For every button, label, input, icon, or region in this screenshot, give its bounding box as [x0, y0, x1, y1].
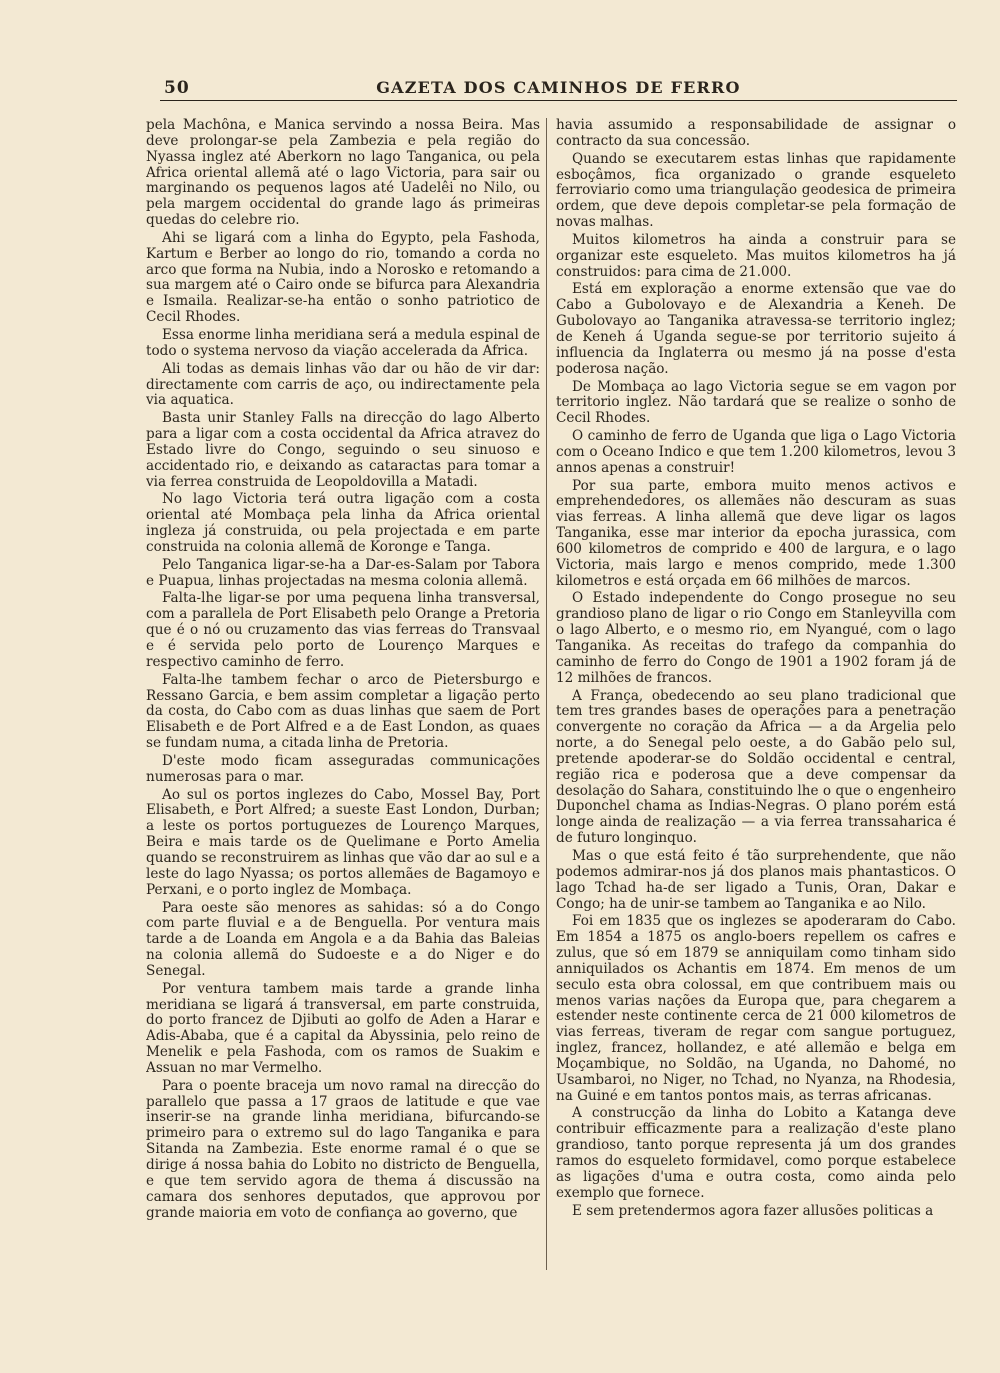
paragraph: Mas o que está feito é tão surprehendente, que não podemos admirar-nos já dos planos mais phantasticos. O lago Tchad ha-de ser ligado a Tunis, Oran, Dakar e Congo; ha de unir-se tambem ao Tanganika e ao Nilo.: [556, 847, 956, 912]
paragraph: Foi em 1835 que os inglezes se apoderaram do Cabo. Em 1854 a 1875 os anglo-boers repellem os cafres e zulus, que só em 1879 se anniquilam como tinham sido anniquilados os Achantis em 1874. Em menos de um seculo esta obra colossal, em que contribuem mais ou menos varias nações da Europa que, para chegarem a estender neste continente cerca de 21 000 kilometros de vias ferreas, tiveram de regar com sangue portuguez, inglez, francez, hollandez, e até allemão e belga em Moçambique, no Soldão, na Uganda, no Dahomé, no Usambaroi, no Niger, no Tchad, no Nyanza, na Rhodesia, na Guiné e em tantos pontos mais, as terras africanas.: [556, 913, 956, 1104]
paragraph: Quando se executarem estas linhas que rapidamente esboçâmos, fica organizado o grande esqueleto ferroviario como uma triangulação geodesica de primeira ordem, que deve depois completar-se pela formação de novas malhas.: [556, 150, 956, 231]
paragraph: havia assumido a responsabilidade de assignar o contracto da sua concessão.: [556, 118, 956, 149]
paragraph: E sem pretendermos agora fazer allusões politicas a: [572, 1202, 934, 1219]
paragraph: Por ventura tambem mais tarde a grande linha meridiana se ligará á transversal, em parte construida, do porto francez de Djibuti ao golfo de Aden a Harar e Adis-Ababa, que é a capital da Abyssinia, pelo reino de Menelik e pela Fashoda, com os ramos de Suakim e Assuan no mar Vermelho.: [146, 980, 540, 1076]
paragraph: Muitos kilometros ha ainda a construir para se organizar este esqueleto. Mas muitos kilometros ha já construidos: para cima de 21.000.: [556, 231, 956, 280]
right-column: [556, 118, 956, 1278]
left-column: [146, 118, 540, 1278]
paragraph: O caminho de ferro de Uganda que liga o Lago Victoria com o Oceano Indico e que tem 1.200 kilometros, levou 3 annos apenas a construir!: [556, 428, 956, 476]
paragraph: Está em exploração a enorme extensão que vae do Cabo a Gubolovayo e de Alexandria a Keneh. De Gubolovayo ao Tanganika atravessa-se territorio inglez; de Keneh á Uganda segue-se por territorio sujeito á influencia da Inglaterra ou mesmo já na posse d'esta poderosa nação.: [556, 281, 956, 377]
paragraph: Por sua parte, embora muito menos activos e emprehendedores, os allemães não descuram as suas vias ferreas. A linha allemã que deve ligar os lagos Tanganika, esse mar interior da epocha jurassica, com 600 kilometros de comprido e 400 de largura, e o lago Victoria, mais largo e menos comprido, mede 1.300 kilometros e está orçada em 66 milhões de marcos.: [556, 477, 956, 589]
column-divider: [546, 118, 547, 1270]
paragraph: D'este modo ficam asseguradas communicações numerosas para o mar.: [146, 752, 540, 785]
paragraph: Pelo Tanganica ligar-se-ha a Dar-es-Salam por Tabora e Puapua, linhas projectadas na mesma colonia allemã.: [146, 556, 540, 589]
paragraph: De Mombaça ao lago Victoria segue se em vagon por territorio inglez. Não tardará que se realize o sonho de Cecil Rhodes.: [556, 378, 956, 427]
paragraph: No lago Victoria terá outra ligação com a costa oriental até Mombaça pela linha da Africa oriental ingleza já construida, ou pela projectada e em parte construida na colonia allemã de Koronge e Tanga.: [146, 491, 540, 555]
paragraph: Para oeste são menores as sahidas: só a do Congo com parte fluvial e a de Benguella. Por ventura mais tarde a de Loanda em Angola e a da Bahia das Baleias na colonia allemã do Sudoeste e a do Niger e do Senegal.: [146, 899, 540, 979]
paragraph: Falta-lhe ligar-se por uma pequena linha transversal, com a parallela de Port Elisabeth pelo Orange a Pretoria que é o nó ou cruzamento das vias ferreas do Transvaal e é servida pelo porto de Lourenço Marques e respectivo caminho de ferro.: [146, 590, 540, 670]
paragraph: Ahi se ligará com a linha do Egypto, pela Fashoda, Kartum e Berber ao longo do rio, tomando a corda no arco que forma na Nubia, indo a Norosko e retomando a sua margem até o Cairo onde se bifurca para Alexandria e Ismaila. Realizar-se-ha então o sonho patriotico de Cecil Rhodes.: [146, 229, 540, 326]
paragraph: Para o poente braceja um novo ramal na direcção do parallelo que passa a 17 graos de latitude e que vae inserir-se na grande linha meridiana, bifurcando-se primeiro para o extremo sul do lago Tanganika e para Sitanda na Zambezia. Este enorme ramal é o que se dirige á nossa bahia do Lobito no districto de Benguella, e que tem servido agora de thema á discussão na camara dos senhores deputados, que approvou por grande maioria em voto de confiança ao governo, que: [146, 1077, 540, 1221]
paragraph: A França, obedecendo ao seu plano tradicional que tem tres grandes bases de operações para a penetração convergente no coração da Africa — a da Argelia pelo norte, a do Senegal pelo oeste, a do Gabão pelo sul, pretende apoderar-se do Soldão occidental e central, região rica e poderosa que a deve compensar da desolação do Sahara, constituindo lhe o que o engenheiro Duponchel chama as Indias-Negras. O plano porém está longe ainda de realização — a via ferrea transsaharica é de futuro longinquo.: [556, 687, 956, 847]
paragraph: Ali todas as demais linhas vão dar ou hão de vir dar: directamente com carris de aço, ou indirectamente pela via aquatica.: [146, 360, 540, 409]
paragraph: A construcção da linha do Lobito a Katanga deve contribuir efficazmente para a realização d'este plano grandioso, tanto porque representa já um dos grandes ramos do esqueleto formidavel, como porque estabelece as ligações d'uma e outra costa, como ainda pelo exemplo que fornece.: [556, 1105, 956, 1201]
paragraph: Essa enorme linha meridiana será a medula espinal de todo o systema nervoso da viação accelerada da Africa.: [146, 326, 540, 359]
paragraph: Basta unir Stanley Falls na direcção do lago Alberto para a ligar com a costa occidental da Africa atravez do Estado livre do Congo, seguindo o seu sinuoso e accidentado rio, e deixando as cataractas para tomar a via ferrea construida de Leopoldovilla a Matadi.: [146, 410, 540, 490]
paragraph: Falta-lhe tambem fechar o arco de Pietersburgo e Ressano Garcia, e bem assim completar a ligação perto da costa, do Cabo com as duas linhas que saem de Port Elisabeth e de Port Alfred e a de East London, as quaes se fundam numa, a citada linha de Pretoria.: [146, 671, 540, 752]
paragraph: Ao sul os portos inglezes do Cabo, Mossel Bay, Port Elisabeth, e Port Alfred; a sueste East London, Durban; a leste os portos portuguezes de Lourenço Marques, Beira e mais tarde os de Quelimane e Porto Amelia quando se reconstruirem as linhas que vão dar ao sul e a leste do lago Nyassa; os portos allemães de Bagamoyo e Perxani, e o porto inglez de Mombaça.: [146, 786, 540, 898]
page-header: [160, 78, 957, 101]
paragraph: pela Machôna, e Manica servindo a nossa Beira. Mas deve prolongar-se pela Zambezia e pela região do Nyassa inglez até Aberkorn no lago Tanganica, ou pela Africa oriental allemã até o lago Victoria, para sair ou marginando os pequenos lagos até Uadelêi no Nilo, ou pela margem occidental do grande lago ás primeiras quedas do celebre rio.: [146, 118, 540, 229]
journal-title: GAZETA DOS CAMINHOS DE FERRO: [376, 78, 741, 97]
paragraph: O Estado independente do Congo prosegue no seu grandioso plano de ligar o rio Congo em Stanleyvilla com o lago Alberto, e o mesmo rio, em Nyangué, com o lago Tanganika. As receitas do trafego da companhia do caminho de ferro do Congo de 1901 a 1902 foram já de 12 milhões de francos.: [556, 590, 956, 686]
page-number: 50: [164, 78, 190, 98]
